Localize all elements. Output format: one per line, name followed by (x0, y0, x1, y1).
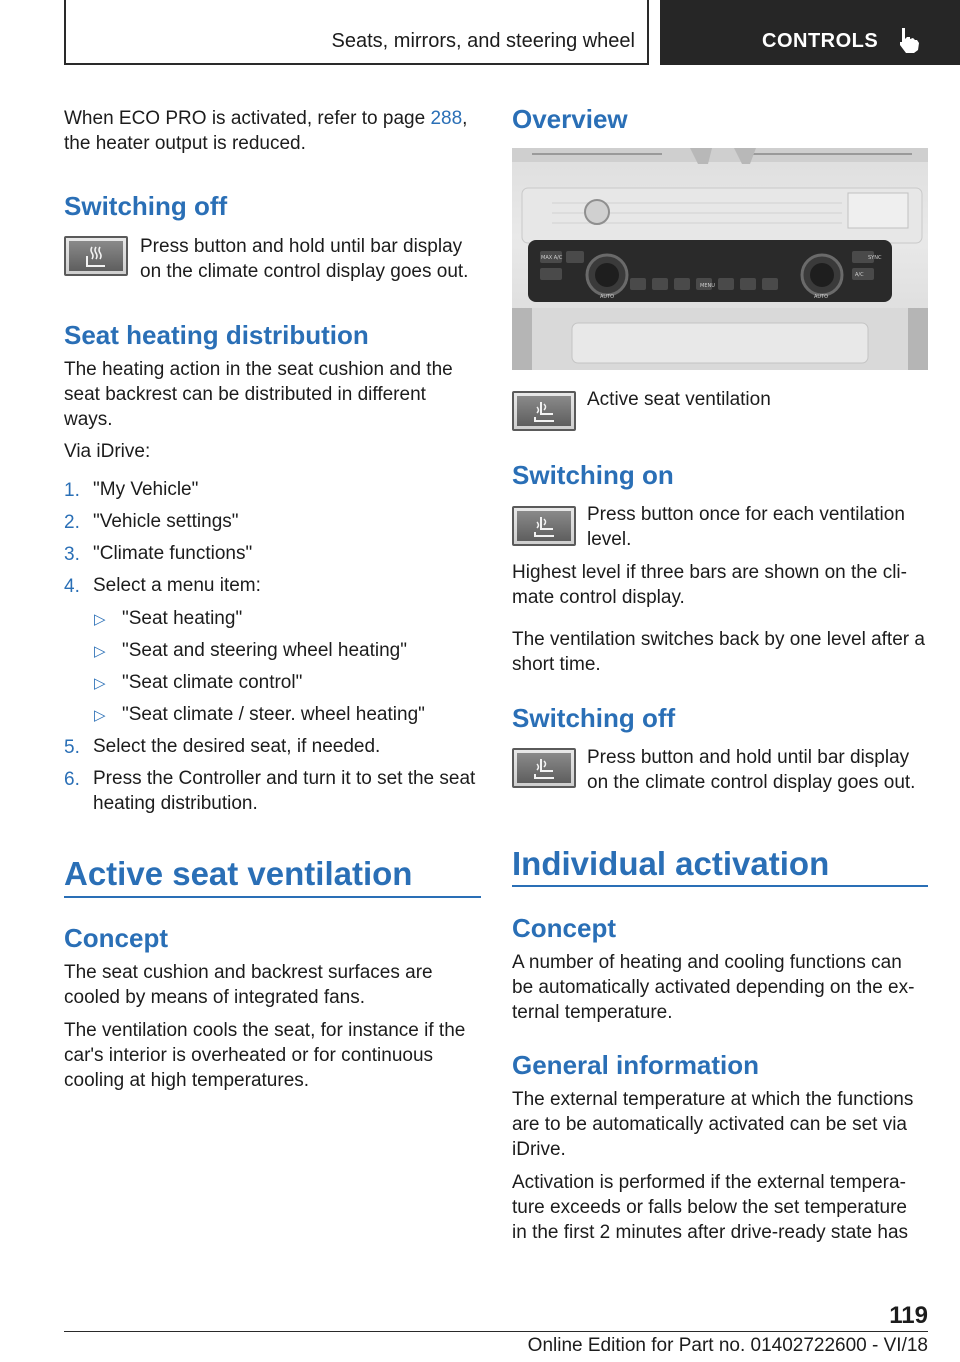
concept-para2-line2: car's interior is overheated or for continuous (64, 1045, 434, 1066)
switching-on-heading: Switching on (512, 460, 674, 490)
general-line3: iDrive. (512, 1139, 566, 1160)
heading-rule (512, 885, 928, 887)
eco-pro-comma: , (462, 108, 468, 129)
individual-activation-heading: Individual activation (512, 845, 830, 882)
header-section-title: Seats, mirrors, and steering wheel (331, 30, 635, 52)
distribution-para-line2: seat backrest can be distributed in different (64, 384, 426, 405)
highest-line1: Highest level if three bars are shown on the cli- (512, 562, 907, 583)
pointing-hand-icon (896, 26, 922, 54)
header-chapter-label: CONTROLS (762, 30, 879, 52)
bullet-triangle-icon: ▷ (94, 707, 106, 724)
bullet-triangle-icon: ▷ (94, 643, 106, 660)
bullet-item: "Seat heating" (122, 608, 243, 629)
step-text: "Climate functions" (93, 543, 253, 564)
header-section-box (64, 0, 649, 65)
step-text: "Vehicle settings" (93, 511, 239, 532)
switching-off-right-line1: Press button and hold until bar display (587, 747, 910, 768)
climate-panel-photo (512, 148, 928, 370)
distribution-para-line3: ways. (64, 409, 113, 430)
switching-off-heading: Switching off (64, 191, 228, 221)
activation-line1: Activation is performed if the external tempera- (512, 1172, 906, 1193)
step-number: 4. (64, 576, 80, 597)
heading-rule (64, 896, 481, 898)
seat-heating-button-icon (64, 236, 128, 276)
overview-heading: Overview (512, 104, 628, 134)
step-number: 6. (64, 769, 80, 790)
seat-ventilation-button-icon (512, 506, 576, 546)
concept-para1-line1: The seat cushion and backrest surfaces are (64, 962, 433, 983)
seat-ventilation-button-icon (512, 748, 576, 788)
switching-on-line2: level. (587, 529, 632, 550)
bullet-triangle-icon: ▷ (94, 675, 106, 692)
seat-ventilation-button-icon (512, 391, 576, 431)
step-text: Select the desired seat, if needed. (93, 736, 381, 757)
individual-concept-line2: be automatically activated depending on the ex- (512, 977, 915, 998)
bullet-item: "Seat climate / steer. wheel heating" (122, 704, 425, 725)
eco-pro-text: When ECO PRO is activated, refer to page (64, 108, 431, 129)
step-text: Press the Controller and turn it to set the seat (93, 768, 476, 789)
step-number: 3. (64, 544, 80, 565)
step-number: 2. (64, 512, 80, 533)
step-number: 1. (64, 480, 80, 501)
page-ref-link[interactable]: 288 (430, 108, 463, 129)
climate-panel-illustration (512, 148, 928, 370)
switches-back-line2: short time. (512, 654, 601, 675)
step-text: Select a menu item: (93, 575, 261, 596)
step-text-cont: heating distribution. (93, 793, 258, 814)
switching-on-line1: Press button once for each ventilation (587, 504, 905, 525)
switching-off-right-line2: on the climate control display goes out. (587, 772, 916, 793)
concept-para2-line1: The ventilation cools the seat, for instance if the (64, 1020, 466, 1041)
panel-label-max-ac: MAX A/C (541, 255, 563, 261)
active-vent-label: Active seat ventilation (587, 389, 771, 410)
distribution-para-line1: The heating action in the seat cushion and the (64, 359, 453, 380)
panel-label-menu: MENU (700, 283, 715, 289)
bullet-triangle-icon: ▷ (94, 611, 106, 628)
switching-off-line2: on the climate control display goes out. (140, 261, 469, 282)
footer-rule (64, 1331, 928, 1332)
concept-heading: Concept (64, 923, 168, 953)
via-idrive-label: Via iDrive: (64, 441, 151, 462)
switching-off-heading-right: Switching off (512, 703, 676, 733)
activation-line3: in the first 2 minutes after drive-ready state has (512, 1222, 909, 1243)
general-line1: The external temperature at which the functions (512, 1089, 914, 1110)
eco-pro-line2: the heater output is reduced. (64, 133, 306, 154)
individual-concept-line1: A number of heating and cooling functions can (512, 952, 902, 973)
switches-back-line1: The ventilation switches back by one level after a (512, 629, 925, 650)
highest-line2: mate control display. (512, 587, 685, 608)
panel-label-auto-right: AUTO (814, 294, 829, 300)
panel-label-auto-left: AUTO (600, 294, 615, 300)
seat-heating-distribution-heading: Seat heating distribution (64, 320, 369, 350)
activation-line2: ture exceeds or falls below the set temperature (512, 1197, 907, 1218)
panel-label-sync: SYNC (868, 255, 882, 261)
switching-off-line1: Press button and hold until bar display (140, 236, 463, 257)
panel-label-ac: A/C (855, 272, 864, 278)
footer-edition: Online Edition for Part no. 01402722600 - VI/18 (527, 1335, 928, 1356)
concept-para1-line2: cooled by means of integrated fans. (64, 987, 366, 1008)
bullet-item: "Seat climate control" (122, 672, 303, 693)
active-seat-ventilation-heading: Active seat ventilation (64, 855, 413, 892)
step-text: "My Vehicle" (93, 479, 199, 500)
bullet-item: "Seat and steering wheel heating" (122, 640, 407, 661)
header-chapter-tab[interactable] (660, 0, 960, 65)
individual-concept-line3: ternal temperature. (512, 1002, 673, 1023)
concept-para2-line3: cooling at high temperatures. (64, 1070, 310, 1091)
eco-pro-note (64, 106, 467, 131)
step-number: 5. (64, 737, 80, 758)
general-information-heading: General information (512, 1050, 760, 1080)
concept-heading-right: Concept (512, 913, 616, 943)
page-number: 119 (889, 1302, 928, 1329)
general-line2: are to be automatically activated can be set via (512, 1114, 908, 1135)
